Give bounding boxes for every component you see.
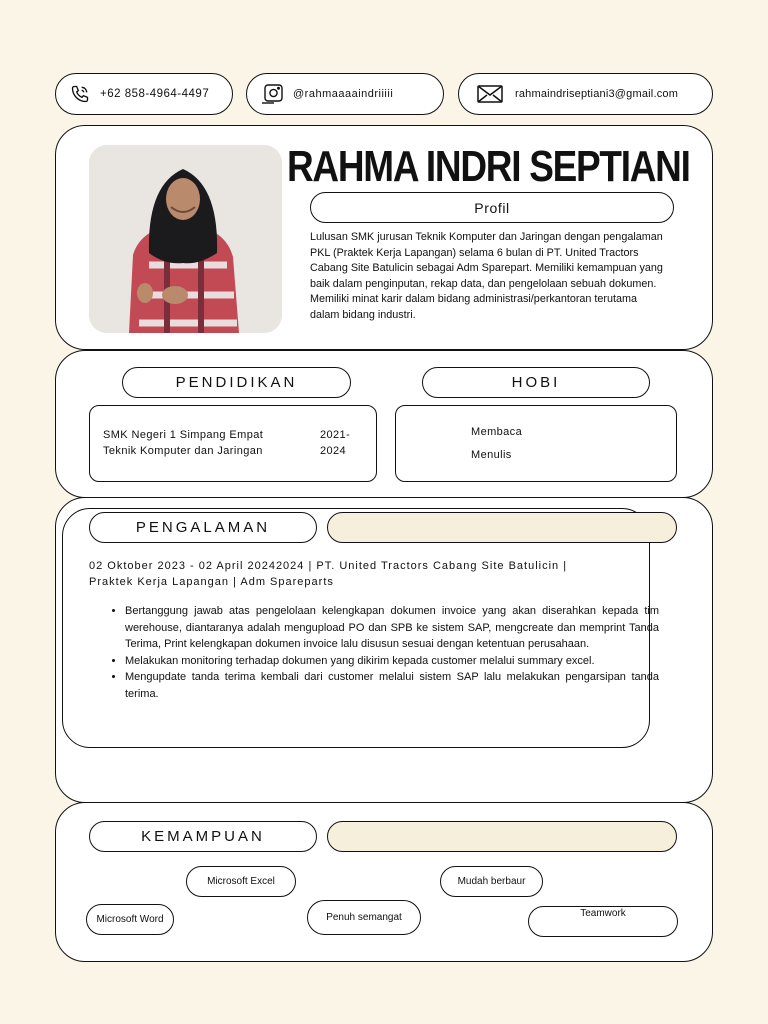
instagram-handle: @rahmaaaaindriiiii xyxy=(293,88,394,100)
hobby-item-2: Menulis xyxy=(471,449,512,461)
experience-duties xyxy=(103,603,659,702)
email-pill[interactable] xyxy=(458,73,713,115)
duty-item: • Bertanggung jawab atas pengelolaan kelengkapan dokumen invoice yang akan diserahkan kepada tim werehouse, diantaranya adalah mengupload PO dan SPB ke sistem SAP, mengcreate dan memprint Tanda Terima, Print kelengkapan dokumen invoice lalu disusun sesuai dengan ketentuan perusahaan. xyxy=(125,603,659,653)
profile-photo xyxy=(89,145,282,333)
hobby-heading xyxy=(422,367,650,398)
phone-number: +62 858-4964-4497 xyxy=(100,88,210,100)
skills-accent-bar xyxy=(327,821,677,852)
experience-heading-text: PENGALAMAN xyxy=(135,519,271,536)
experience-heading xyxy=(89,512,317,543)
skills-heading-text: KEMAMPUAN xyxy=(141,828,265,845)
skill-badge: Microsoft Excel xyxy=(186,866,296,897)
mail-icon xyxy=(477,85,503,103)
profile-summary: Lulusan SMK jurusan Teknik Komputer dan Jaringan dengan pengalaman PKL (Praktek Kerja Lapangan) selama 6 bulan di PT. United Tractors Cabang Site Batulicin sebagai Adm Sparepart. Memiliki kemampuan yang baik dalam penginputan, rekap data, dan pengelolaan sebuah dokumen. Memiliki minat karir dalam bidang administrasi/perkantoran terutama dalam bidang industri. xyxy=(310,231,663,321)
skill-badge: Teamwork xyxy=(528,906,678,937)
education-heading xyxy=(122,367,351,398)
hobby-box xyxy=(395,405,677,482)
duty-item: • Melakukan monitoring terhadap dokumen yang dikirim kepada customer melalui summary excel. xyxy=(125,653,659,670)
education-year-end: 2024 xyxy=(320,445,347,457)
hobby-heading-text: HOBI xyxy=(511,374,561,391)
instagram-icon xyxy=(261,83,285,105)
profile-label-text: Profil xyxy=(474,199,510,216)
skills-heading xyxy=(89,821,317,852)
education-heading-text: PENDIDIKAN xyxy=(175,374,298,391)
education-year-start: 2021- xyxy=(320,429,351,441)
email-address: rahmaindriseptiani3@gmail.com xyxy=(515,88,679,100)
hobby-item-1: Membaca xyxy=(471,426,523,438)
skill-badge: Mudah berbaur xyxy=(440,866,543,897)
education-school: SMK Negeri 1 Simpang Empat xyxy=(103,429,264,441)
instagram-pill[interactable] xyxy=(246,73,444,115)
profile-section-label xyxy=(310,192,674,223)
skill-badge: Microsoft Word xyxy=(86,904,174,935)
duty-item: • Mengupdate tanda terima kembali dari customer melalui sistem SAP lalu melakukan pengarsipan tanda terima. xyxy=(125,669,659,702)
candidate-name: RAHMA INDRI SEPTIANI xyxy=(287,142,690,191)
skill-badge: Penuh semangat xyxy=(307,900,421,935)
experience-title: 02 Oktober 2023 - 02 April 20242024 | PT. United Tractors Cabang Site Batulicin | Praktek Kerja Lapangan | Adm Spareparts xyxy=(89,560,568,588)
experience-accent-bar xyxy=(327,512,677,543)
education-major: Teknik Komputer dan Jaringan xyxy=(103,445,263,457)
phone-pill[interactable] xyxy=(55,73,233,115)
phone-icon xyxy=(70,84,90,104)
